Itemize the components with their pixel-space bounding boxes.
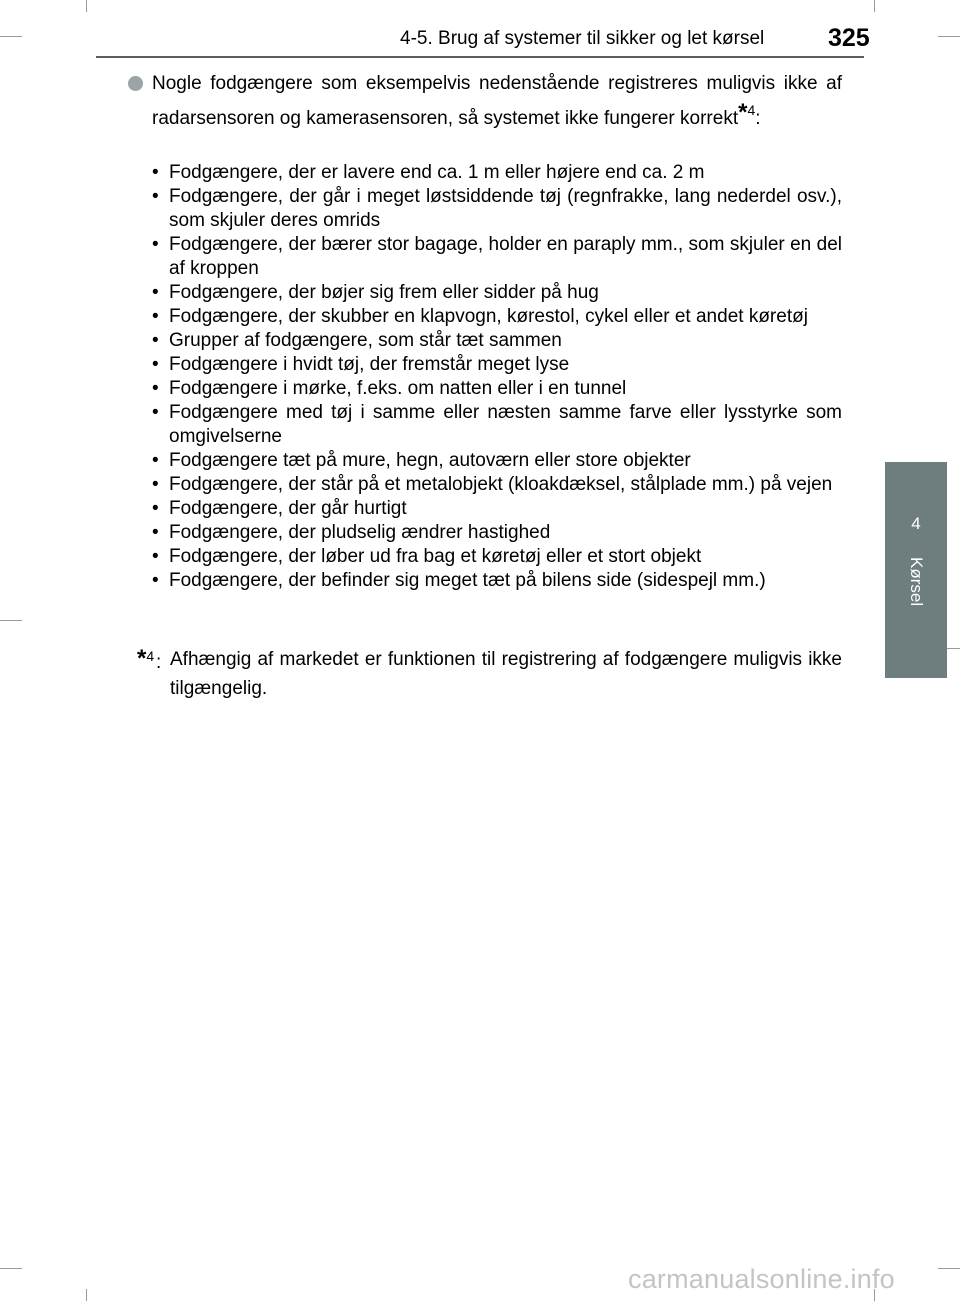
- list-item: • Fodgængere, der pludselig ændrer hastighed: [152, 521, 842, 545]
- footnote-colon: :: [156, 652, 162, 673]
- section-header: 4-5. Brug af systemer til sikker og let kørsel: [400, 28, 765, 49]
- list-item: • Fodgængere, der går hurtigt: [152, 497, 842, 521]
- crop-mark: [86, 0, 87, 12]
- footnote: [124, 645, 842, 703]
- crop-mark: [0, 36, 22, 37]
- header-rule: [96, 56, 864, 58]
- asterisk-icon: *: [738, 99, 748, 126]
- pedestrian-list: [152, 161, 842, 593]
- list-item: • Fodgængere, der bærer stor bagage, holder en paraply mm., som skjuler en del af kroppen: [152, 233, 842, 281]
- crop-mark: [0, 1268, 22, 1269]
- list-item: • Fodgængere, der er lavere end ca. 1 m eller højere end ca. 2 m: [152, 161, 842, 185]
- intro-suffix: :: [755, 108, 761, 129]
- list-item: • Grupper af fodgængere, som står tæt sammen: [152, 329, 842, 353]
- footnote-ref-number: 4: [747, 102, 756, 118]
- footnote-marker: [137, 642, 154, 679]
- footnote-number: 4: [146, 648, 155, 664]
- list-item: • Fodgængere, der skubber en klapvogn, kørestol, cykel eller et andet køretøj: [152, 305, 842, 329]
- footnote-text: Afhængig af markedet er funktionen til registrering af fodgængere muligvis ikke tilgængelig.: [170, 649, 842, 699]
- list-item: • Fodgængere, der bøjer sig frem eller sidder på hug: [152, 281, 842, 305]
- intro-text: Nogle fodgængere som eksempelvis nedenstående registreres muligvis ikke af radarsensoren og kamerasensoren, så systemet ikke fungerer korrekt: [152, 73, 842, 129]
- crop-mark: [0, 620, 22, 621]
- chapter-number: 4: [911, 514, 921, 533]
- list-item: • Fodgængere med tøj i samme eller næsten samme farve eller lysstyrke som omgivelserne: [152, 401, 842, 449]
- list-item: • Fodgængere, der løber ud fra bag et køretøj eller et stort objekt: [152, 545, 842, 569]
- crop-mark: [938, 36, 960, 37]
- intro-paragraph: [124, 70, 842, 132]
- page-number: 325: [828, 24, 870, 52]
- list-item: • Fodgængere i mørke, f.eks. om natten eller i en tunnel: [152, 377, 842, 401]
- chapter-label: Kørsel: [907, 557, 926, 607]
- asterisk-icon: *: [137, 645, 147, 672]
- list-item: • Fodgængere i hvidt tøj, der fremstår meget lyse: [152, 353, 842, 377]
- list-item: • Fodgængere, der går i meget løstsiddende tøj (regnfrakke, lang nederdel osv.), som skjuler deres omrids: [152, 185, 842, 233]
- footnote-reference: [738, 99, 756, 129]
- chapter-tab: [885, 462, 947, 678]
- crop-mark: [874, 0, 875, 12]
- watermark: carmanualsonline.info: [628, 1264, 895, 1294]
- list-item: • Fodgængere tæt på mure, hegn, autoværn eller store objekter: [152, 449, 842, 473]
- list-item: • Fodgængere, der står på et metalobjekt (kloakdæksel, stålplade mm.) på vejen: [152, 473, 842, 497]
- list-item: • Fodgængere, der befinder sig meget tæt på bilens side (sidespejl mm.): [152, 569, 842, 593]
- crop-mark: [938, 1268, 960, 1269]
- crop-mark: [86, 1289, 87, 1301]
